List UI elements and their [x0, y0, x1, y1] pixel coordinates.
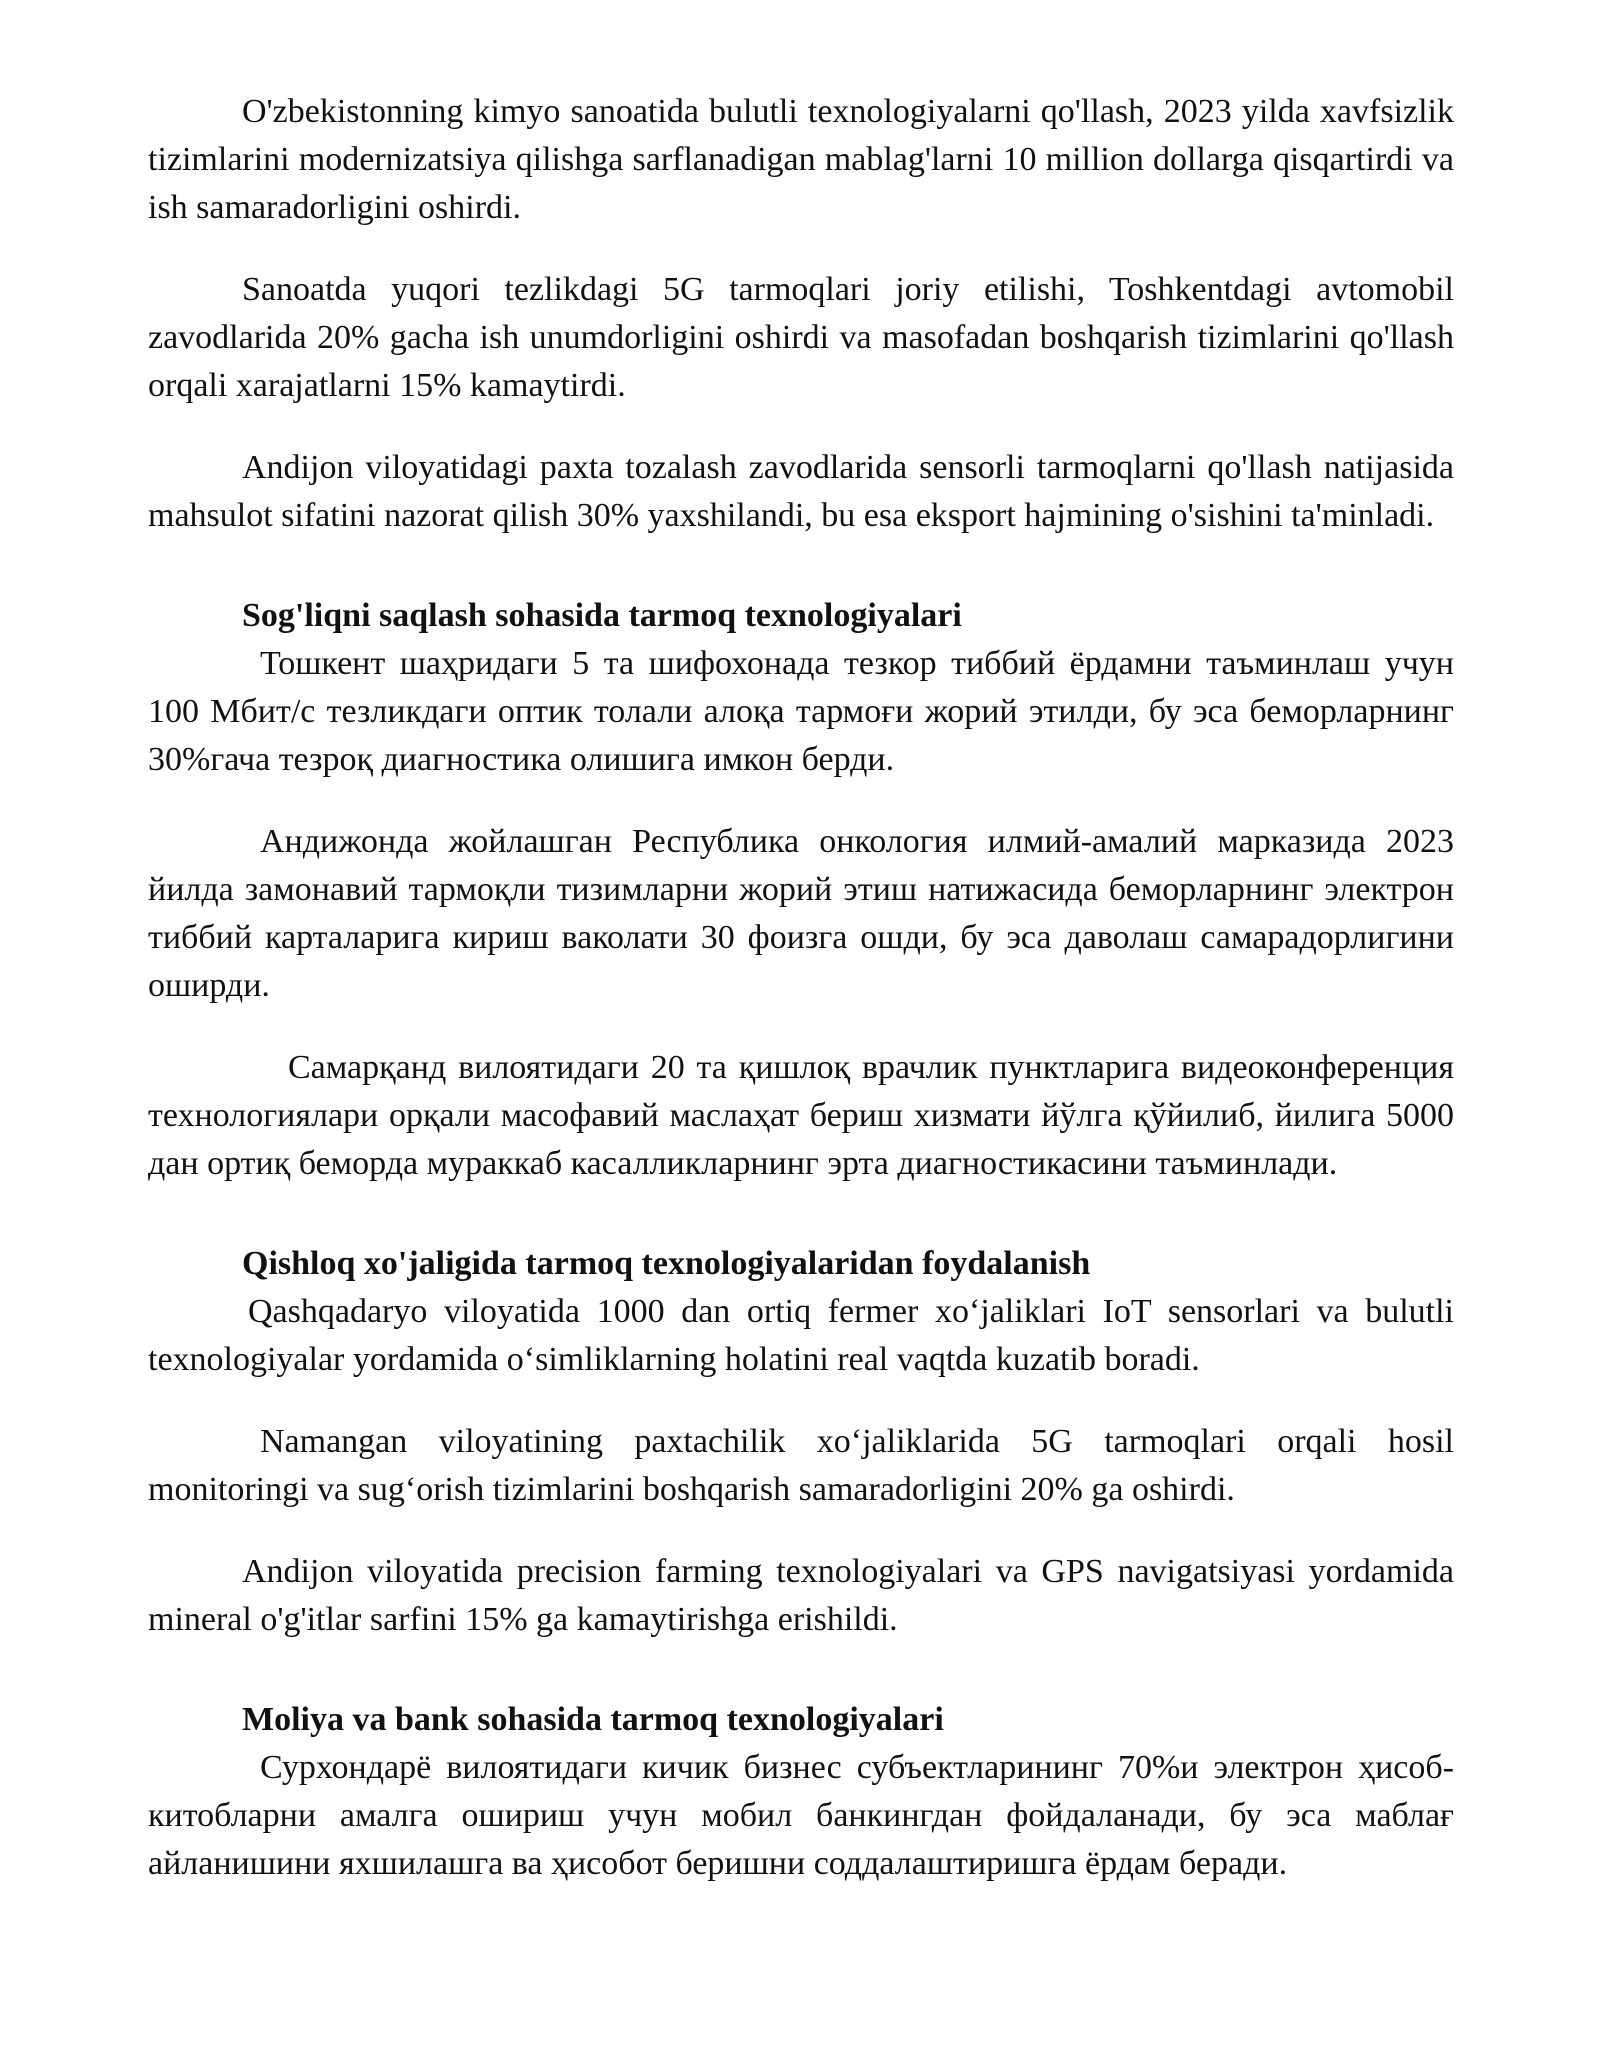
document-page: [148, 88, 1454, 1922]
section-heading-agriculture: Qishloq xo'jaligida tarmoq texnologiyalaridan foydalanish: [242, 1245, 1091, 1282]
paragraph-samarkand-telemedicine: Самарқанд вилоятидаги 20 та қишлоқ врачлик пунктларига видеоконференция технологиялари орқали масофавий маслаҳат бериш хизмати йўлга қўйилиб, йилига 5000 дан ортиқ беморда мураккаб касалликларнинг эрта диагностикасини таъминлади.: [148, 1049, 1454, 1182]
section-heading-finance: Moliya va bank sohasida tarmoq texnologiyalari: [242, 1701, 944, 1738]
paragraph-tashkent-hospitals: Тошкент шаҳридаги 5 та шифохонада тезкор тиббий ёрдамни таъминлаш учун 100 Мбит/с тезликдаги оптик толали алоқа тармоғи жорий этилди, бу эса беморларнинг 30%гача тезроқ диагностика олишига имкон берди.: [148, 645, 1454, 778]
paragraph-kashkadarya-iot: Qashqadaryo viloyatida 1000 dan ortiq fermer xoʻjaliklari IoT sensorlari va bulutli texnologiyalar yordamida oʻsimliklarning holatini real vaqtda kuzatib boradi.: [148, 1293, 1454, 1378]
paragraph-5g-automotive: Sanoatda yuqori tezlikdagi 5G tarmoqlari joriy etilishi, Toshkentdagi avtomobil zavodlarida 20% gacha ish unumdorligini oshirdi va masofadan boshqarish tizimlarini qo'llash orqali xarajatlarni 15% kamaytirdi.: [148, 271, 1454, 404]
paragraph-andijan-precision-farming: Andijon viloyatida precision farming texnologiyalari va GPS navigatsiyasi yordamida mineral o'g'itlar sarfini 15% ga kamaytirishga erishildi.: [148, 1553, 1454, 1638]
paragraph-surkhandarya-mobile-banking: Сурхондарё вилоятидаги кичик бизнес субъектларининг 70%и электрон ҳисоб-китобларни амалга ошириш учун мобил банкингдан фойдаланади, бу эса маблағ айланишини яхшилашга ва ҳисобот беришни соддалаштиришга ёрдам беради.: [148, 1749, 1454, 1882]
paragraph-chemical-industry-cloud: O'zbekistonning kimyo sanoatida bulutli texnologiyalarni qo'llash, 2023 yilda xavfsizlik tizimlarini modernizatsiya qilishga sarflanadigan mablag'larni 10 million dollarga qisqartirdi va ish samaradorligini oshirdi.: [148, 93, 1454, 226]
paragraph-cotton-sensors: Andijon viloyatidagi paxta tozalash zavodlarida sensorli tarmoqlarni qo'llash natijasida mahsulot sifatini nazorat qilish 30% yaxshilandi, bu esa eksport hajmining o'sishini ta'minladi.: [148, 449, 1454, 534]
paragraph-namangan-5g: Namangan viloyatining paxtachilik xoʻjaliklarida 5G tarmoqlari orqali hosil monitoringi va sugʻorish tizimlarini boshqarish samaradorligini 20% ga oshirdi.: [148, 1423, 1454, 1508]
section-heading-health: Sog'liqni saqlash sohasida tarmoq texnologiyalari: [242, 597, 962, 634]
paragraph-andijan-oncology: Андижонда жойлашган Республика онкология илмий-амалий марказида 2023 йилда замонавий тармоқли тизимларни жорий этиш натижасида беморларнинг электрон тиббий карталарига кириш ваколати 30 фоизга ошди, бу эса даволаш самарадорлигини оширди.: [148, 823, 1454, 1004]
